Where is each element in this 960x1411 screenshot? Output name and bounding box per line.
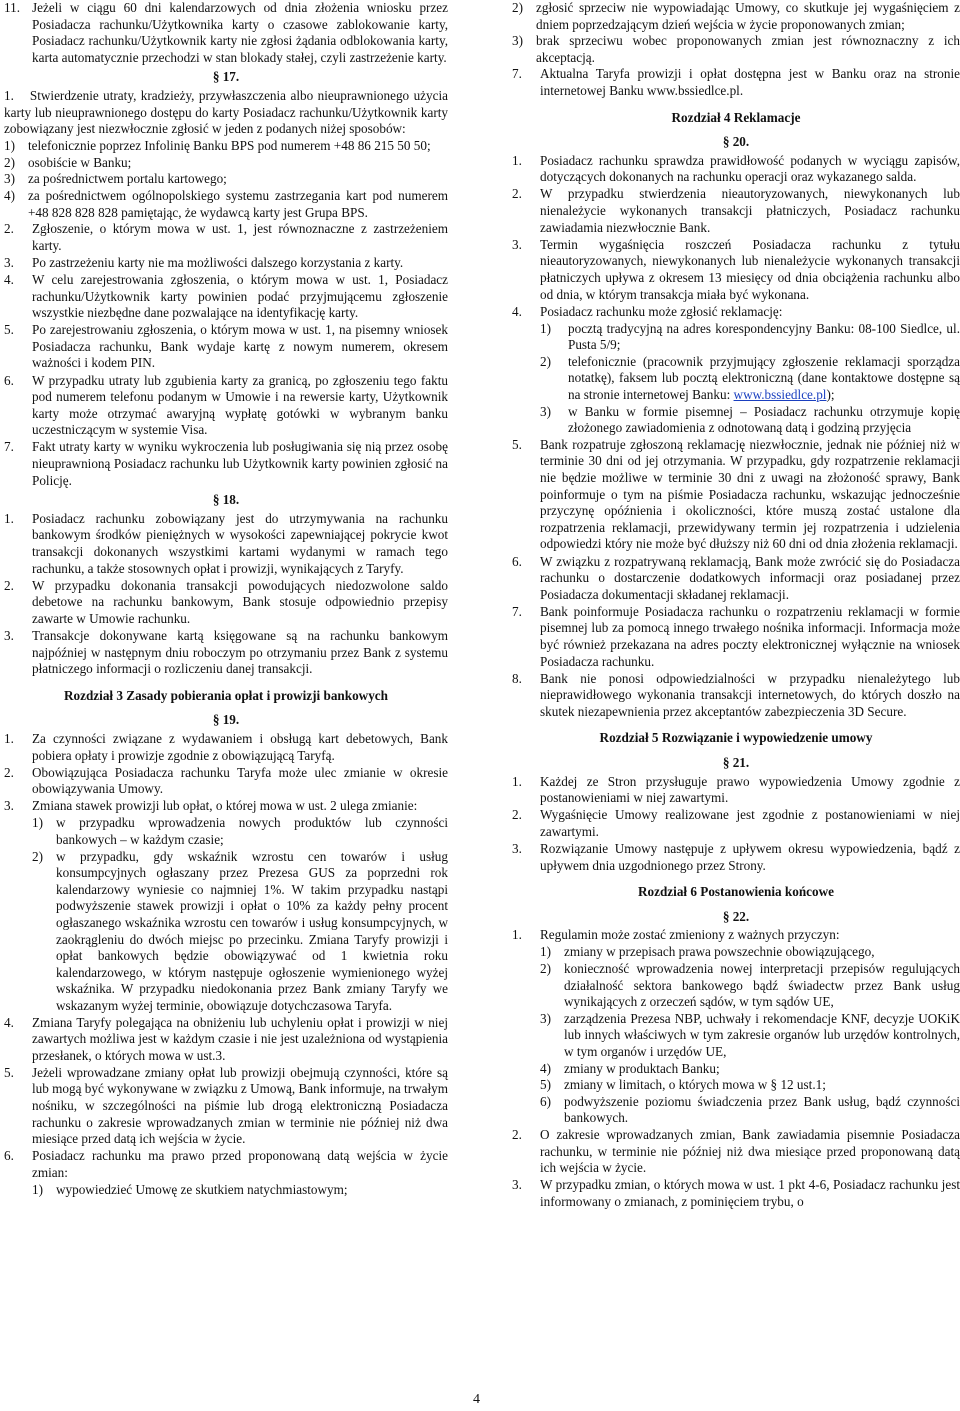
paragraph-number: 2. (4, 764, 14, 780)
paragraph-number: 7. (512, 66, 522, 82)
paragraph-text: Rozwiązanie Umowy następuje z upływem okresu wypowiedzenia, bądź z upływem dnia uzgodnionego przez Strony. (540, 841, 960, 873)
paragraph-text: W przypadku dokonania transakcji powodujących niedozwolone saldo debetowe na rachunku bankowym, Bank stosuje odpowiednio przepisy zawarte w Umowie rachunku. (32, 577, 448, 626)
paragraph-number: 1. (512, 152, 522, 168)
numbered-paragraph (512, 304, 960, 321)
sub-item-number: 3) (540, 403, 551, 419)
paragraph-number: 3. (512, 841, 522, 856)
paragraph-number: 1. (4, 87, 14, 103)
paragraph-text: Po zarejestrowaniu zgłoszenia, o którym mowa w ust. 1, na pisemny wniosek Posiadacza rachunku, Bank wydaje kartę z nowym numerem, okresem ważności i kodem PIN. (32, 322, 448, 371)
paragraph-text: Posiadacz rachunku zobowiązany jest do utrzymywania na rachunku bankowym środków pieniężnych w wysokości zapewniającej pokrycie kwot transakcji dokonanych wszystkimi kartami wydanymi w ramach tego rachunku, a także stosownych opłat i prowizji, wynikających z Taryfy. (32, 510, 448, 576)
sub-item-number: 1) (540, 320, 551, 336)
paragraph-sub-items (4, 815, 448, 1014)
sub-item-number: 2) (512, 0, 523, 15)
paragraph-text: Bank rozpatruje zgłoszoną reklamację niezwłocznie, jednak nie później niż w terminie 30 dni od jej otrzymania. W przypadku, gdy rozpatrzenie reklamacji nie będzie możliwe w terminie 30 dni z uwagi na złożoność sprawy, Bank poinformuje o tym na piśmie Posiadacza rachunku, wskazując jednocześnie przyczynę opóźnienia i okoliczności, które muszą zostać ustalone dla rozpatrzenia reklamacji, przewidywany termin jej rozpatrzenia i udzielenia odpowiedzi który nie może być dłuższy niż 60 dni od dnia złożenia reklamacji. (540, 436, 960, 552)
paragraph-text: Po zastrzeżeniu karty nie ma możliwości dalszego korzystania z karty. (32, 254, 404, 270)
sub-item-text-end: ); (826, 387, 835, 403)
paragraph-number: 6. (4, 372, 14, 388)
paragraph-number: 1. (512, 773, 522, 789)
paragraph-number: 2. (4, 577, 14, 593)
paragraph-number: 4. (512, 303, 522, 319)
paragraph-number: 3. (4, 254, 14, 270)
paragraph-text: Transakcje dokonywane kartą księgowane są na rachunku bankowym najpóźniej w następnym dniu roboczym po otrzymaniu przez Bank z systemu płatniczego informacji o rozliczeniu danej transakcji. (32, 627, 448, 677)
paragraph-number: 1. (4, 730, 14, 746)
numbered-paragraph (4, 511, 448, 577)
numbered-paragraph (512, 807, 960, 840)
numbered-paragraph (512, 841, 960, 874)
paragraph-text: Regulamin może zostać zmieniony z ważnych przyczyn: (540, 927, 840, 943)
sub-item-number: 1) (4, 138, 15, 154)
sub-item-text: za pośrednictwem ogólnopolskiego systemu zastrzegania kart pod numerem +48 828 828 828 pamiętając, że wydawcą karty jest Grupa BPS. (28, 188, 448, 220)
paragraph-text: W związku z rozpatrywaną reklamacją, Bank może zwrócić się do Posiadacza rachunku o dostarczenie dodatkowych informacji oraz posiadanej przez Posiadacza dokumentacji składanej reklamacji. (540, 553, 960, 602)
paragraph-text: W przypadku zmian, o których mowa w ust. 1 pkt 4-6, Posiadacz rachunku jest informowany o zmianach, z pominięciem trybu, o (540, 1177, 960, 1209)
numbered-paragraph (4, 1148, 448, 1181)
numbered-paragraph (4, 88, 448, 138)
sub-item (540, 404, 960, 437)
sub-item (32, 815, 448, 848)
paragraph-number: 3. (4, 627, 14, 643)
paragraph-text: Jeżeli w ciągu 60 dni kalendarzowych od dnia złożenia wniosku przez Posiadacza rachunku/Użytkownika karty o czasowe zablokowanie karty, Posiadacz rachunku/Użytkownik karty nie zgłosi żądania odblokowania karty, karta automatycznie przechodzi w stan blokady stałej, czyli zastrzeżenie karty. (32, 0, 448, 65)
numbered-paragraph (512, 604, 960, 670)
numbered-paragraph (512, 1177, 960, 1210)
paragraph-text: Zmiana stawek prowizji lub opłat, o której mowa w ust. 2 ulega zmianie: (32, 798, 418, 814)
paragraph-text: Każdej ze Stron przysługuje prawo wypowiedzenia Umowy zgodnie z postanowieniami w niej zawartymi. (540, 773, 960, 806)
paragraph-sub-items (4, 138, 448, 221)
numbered-paragraph (512, 66, 960, 99)
sub-item (540, 354, 960, 404)
paragraph-number: 5. (4, 322, 14, 338)
sub-item (4, 155, 448, 172)
sub-item-text: wypowiedzieć Umowę ze skutkiem natychmiastowym; (56, 1181, 348, 1197)
paragraph-text: O zakresie wprowadzanych zmian, Bank zawiadamia pisemnie Posiadacza rachunku, w terminie nie później niż dwa miesiące przed proponowaną datą ich wejścia w życie. (540, 1127, 960, 1176)
paragraph-number: 1. (4, 510, 14, 526)
sub-item-number: 4) (4, 188, 15, 204)
paragraph-number: 7. (4, 439, 14, 455)
sub-item-number: 6) (540, 1093, 551, 1109)
numbered-paragraph (512, 186, 960, 236)
sub-item (512, 0, 960, 33)
sub-item-text: w przypadku wprowadzenia nowych produktów lub czynności bankowych – w każdym czasie; (56, 815, 448, 847)
sub-item (32, 849, 448, 1015)
paragraph-number: 5. (4, 1064, 14, 1080)
numbered-paragraph (4, 731, 448, 764)
paragraph-number: 3. (512, 236, 522, 252)
paragraph-text: Termin wygaśnięcia roszczeń Posiadacza rachunku z tytułu nieautoryzowanych, niewykonanych lub nienależycie wykonanych transakcji płatniczych upływa z okresem 13 miesięcy od dnia obciążenia rachunku albo od dnia, w którym transakcja miała być wykonana. (540, 236, 960, 302)
sub-item-number: 2) (32, 848, 43, 864)
paragraph-sub-items (4, 1182, 448, 1199)
paragraph-text: Stwierdzenie utraty, kradzieży, przywłaszczenia albo nieuprawnionego użycia karty lub nieuprawnionego dostępu do karty Posiadacz rachunku/Użytkownik karty zobowiązany jest niezwłocznie zgłosić w jeden z podanych niżej sposobów: (4, 87, 448, 137)
paragraph-sub-items (512, 321, 960, 437)
sub-item-text: telefonicznie poprzez Infolinię Banku BPS pod numerem +48 86 215 50 50; (28, 138, 431, 154)
sub-item (512, 33, 960, 66)
sub-item-number: 3) (512, 33, 523, 49)
paragraph-text: W przypadku stwierdzenia nieautoryzowanych, niewykonanych lub nienależycie wykonanych transakcji płatniczych, Posiadacz rachunku zawiadamia niezwłocznie Bank. (540, 186, 960, 235)
sub-item-number: 5) (540, 1077, 551, 1093)
sub-item (540, 1011, 960, 1061)
sub-item-text: telefonicznie (pracownik przyjmujący zgłoszenie reklamacji sporządza notatkę), faksem lub pocztą elektroniczną (dane kontaktowe dostępne są na stronie internetowej Banku: (568, 353, 960, 403)
numbered-paragraph (4, 578, 448, 628)
paragraph-number: 2. (512, 186, 522, 202)
numbered-paragraph (4, 255, 448, 272)
numbered-paragraph (512, 237, 960, 303)
paragraph-number: 4. (4, 272, 14, 287)
paragraph-text: Wygaśnięcie Umowy realizowane jest zgodnie z postanowieniami w niej zawartymi. (540, 807, 960, 839)
sub-item-text: zmiany w produktach Banku; (564, 1060, 720, 1076)
paragraph-text: Za czynności związane z wydawaniem i obsługą kart debetowych, Bank pobiera opłaty i prowizje zgodnie z obowiązującą Taryfą. (32, 730, 448, 763)
paragraph-text: Posiadacz rachunku sprawdza prawidłowość podanych w wyciągu zapisów, dotyczących dokonanych na rachunku operacji oraz wykazanego salda. (540, 152, 960, 185)
numbered-paragraph (4, 221, 448, 254)
numbered-paragraph (4, 765, 448, 798)
right-column (512, 0, 960, 1211)
paragraph-number: 1. (512, 927, 522, 943)
sub-list (540, 321, 960, 437)
paragraph-text: Obowiązująca Posiadacza rachunku Taryfa może ulec zmianie w okresie obowiązywania Umowy. (32, 764, 448, 797)
sub-list (540, 944, 960, 1127)
numbered-paragraph (512, 671, 960, 721)
numbered-paragraph (4, 1015, 448, 1065)
numbered-paragraph (512, 774, 960, 807)
paragraph-number: 6. (4, 1148, 14, 1164)
chapter-heading: Rozdział 3 Zasady pobierania opłat i prowizji bankowych (64, 687, 388, 703)
paragraph-number: 7. (512, 603, 522, 619)
paragraph-number: 2. (512, 1127, 522, 1142)
sub-item-number: 3) (4, 171, 15, 187)
sub-item (540, 944, 960, 961)
paragraph-text: Bank poinformuje Posiadacza rachunku o rozpatrzeniu reklamacji w formie pisemnej lub za pomocą innego trwałego nośnika informacji. Informacja może być również przekazana na adres poczty elektronicznej wyłącznie na wniosek Posiadacza rachunku. (540, 603, 960, 669)
sub-item-number: 4) (540, 1060, 551, 1076)
paragraph-text: Zmiana Taryfy polegająca na obniżeniu lub uchyleniu opłat i prowizji w niej zawartych możliwa jest w każdym czasie i nie jest uzależniona od wystąpienia przesłanek, o których mowa w ust.3. (32, 1014, 448, 1063)
paragraph-number: 3. (512, 1177, 522, 1193)
sub-item-text: konieczność wprowadzenia nowej interpretacji przepisów regulujących działalność sektora bankowego bądź świadectw przez Bank usług wynikających z orzeczeń sądów, w tym sądów UE, (564, 961, 960, 1010)
sub-item-text: osobiście w Banku; (28, 154, 132, 170)
paragraph-number: 4. (4, 1014, 14, 1030)
numbered-paragraph (4, 798, 448, 815)
sub-item-number: 1) (32, 1181, 43, 1197)
sub-item-text: za pośrednictwem portalu kartowego; (28, 171, 227, 187)
sub-item (4, 188, 448, 221)
page-number: 4 (473, 1392, 480, 1407)
sub-item-number: 3) (540, 1010, 551, 1026)
numbered-paragraph (512, 153, 960, 186)
numbered-paragraph (4, 628, 448, 678)
sub-list (32, 815, 448, 1014)
sub-item (540, 961, 960, 1011)
section-heading: § 19. (212, 712, 240, 728)
paragraph-text: W przypadku utraty lub zgubienia karty za granicą, po zgłoszeniu tego faktu pod numerem telefonu podanym w Umowie i na rewersie karty, Użytkownik karty może otrzymać awaryjną wypłatę gotówki w wybranym banku uczestniczącym w systemie Visa. (32, 372, 448, 438)
numbered-paragraph (512, 927, 960, 944)
paragraph-number: 11. (4, 0, 20, 15)
sub-item (540, 1077, 960, 1094)
section-heading: § 21. (722, 755, 750, 771)
numbered-paragraph (4, 0, 448, 66)
paragraph-text: Fakt utraty karty w wyniku wykroczenia lub posługiwania się nią przez osobę nieuprawnioną Posiadacz rachunku lub Użytkownik karty powinien zgłosić na Policję. (32, 439, 448, 488)
paragraph-text: Bank nie ponosi odpowiedzialności w przypadku nienależytego lub nieprawidłowego wykonania transakcji internetowych, do których doszło na skutek niezapewnienia przez akceptantów zabezpieczenia 3D Secure. (540, 670, 960, 719)
chapter-heading: Rozdział 4 Reklamacje (671, 109, 801, 125)
chapter-heading: Rozdział 5 Rozwiązanie i wypowiedzenie umowy (599, 730, 873, 746)
chapter-heading: Rozdział 6 Postanowienia końcowe (638, 884, 834, 900)
sub-item (4, 171, 448, 188)
sub-item (32, 1182, 448, 1199)
numbered-paragraph (4, 439, 448, 489)
paragraph-text: Posiadacz rachunku może zgłosić reklamację: (540, 303, 783, 319)
sub-item-text: brak sprzeciwu wobec proponowanych zmian jest równoznaczny z ich akceptacją. (536, 33, 960, 65)
section-heading: § 20. (722, 134, 750, 150)
sub-item-text: w Banku w formie pisemnej – Posiadacz rachunku otrzymuje kopię złożonego zawiadomienia z odnotowaną datą i godziną przyjęcia (568, 403, 960, 436)
paragraph-number: 2. (4, 221, 14, 237)
left-column (4, 0, 448, 1199)
sub-item (540, 1061, 960, 1078)
paragraph-text: Posiadacz rachunku ma prawo przed proponowaną datą wejścia w życie zmian: (32, 1148, 448, 1180)
website-link[interactable]: www.bssiedlce.pl (733, 387, 827, 403)
numbered-paragraph (512, 1127, 960, 1177)
numbered-paragraph (512, 437, 960, 553)
paragraph-number: 8. (512, 670, 522, 686)
paragraph-text: Zgłoszenie, o którym mowa w ust. 1, jest równoznaczne z zastrzeżeniem karty. (32, 221, 448, 253)
section-heading: § 17. (212, 69, 240, 85)
paragraph-number: 2. (512, 807, 522, 823)
sub-item (540, 1094, 960, 1127)
numbered-paragraph (4, 322, 448, 372)
sub-item (4, 138, 448, 155)
sub-item-number: 2) (540, 353, 551, 369)
sub-item-number: 1) (540, 944, 551, 960)
paragraph-sub-items (512, 944, 960, 1127)
paragraph-number: 3. (4, 798, 14, 814)
paragraph-number: 5. (512, 436, 522, 452)
sub-list (4, 138, 448, 221)
numbered-paragraph (4, 373, 448, 439)
numbered-paragraph (4, 1065, 448, 1148)
sub-item-text: zmiany w limitach, o których mowa w § 12 ust.1; (564, 1077, 826, 1093)
sub-item-text: zmiany w przepisach prawa powszechnie obowiązującego, (564, 944, 875, 960)
paragraph-number: 6. (512, 553, 522, 569)
sub-list (512, 0, 960, 66)
sub-item-text: podwyższenie poziomu świadczenia przez Bank usług, bądź czynności bankowych. (564, 1093, 960, 1126)
sub-item-text: zarządzenia Prezesa NBP, uchwały i rekomendacje KNF, decyzje UOKiK lub innych właściwych w tym zakresie organów lub urzędów kontrolnych, w tym organów i urzędów UE, (564, 1010, 960, 1060)
paragraph-text: W celu zarejestrowania zgłoszenia, o którym mowa w ust. 1, Posiadacz rachunku/Użytkownik karty powinien podać przyjmującemu zgłoszenie wszystkie niezbędne dane pozwalające na identyfikację karty. (32, 272, 448, 321)
sub-item-text: pocztą tradycyjną na adres korespondencyjny Banku: 08-100 Siedlce, ul. Pusta 5/9; (568, 320, 960, 353)
sub-item-text: w przypadku, gdy wskaźnik wzrostu cen towarów i usług konsumpcyjnych ogłaszany przez Prezesa GUS za poprzedni rok kalendarzowy wyniesie co najmniej 1%. W takim przypadku nastąpi podwyższenie stawek prowizji i opłat o 10% za każdy pełny procent ogłaszanego wskaźnika wzrostu cen towarów i usług konsumpcyjnych, w zaokrągleniu do dwóch miejsc po przecinku. Zmiana Taryfy prowizji i opłat bankowych będzie obowiązywać od 1 kwietnia roku kalendarzowego, w którym następuje ogłoszenie wymienionego wyżej wskaźnika. W przypadku niedokonania przez Bank zmiany Taryfy we wskazanym wyżej terminie, obowiązuje dotychczasowa Taryfa. (56, 848, 448, 1013)
sub-item-number: 1) (32, 815, 43, 831)
section-heading: § 22. (722, 908, 750, 924)
sub-item-number: 2) (4, 154, 15, 170)
numbered-paragraph (4, 272, 448, 322)
sub-list (32, 1182, 448, 1199)
sub-item (540, 321, 960, 354)
paragraph-text: Jeżeli wprowadzane zmiany opłat lub prowizji obejmują czynności, które są lub mogą być wykonywane w związku z Umową, Bank informuje, na trwałym nośniku, w szczególności na piśmie lub drogą elektroniczną Posiadacza rachunku o zakresie wprowadzanych zmian w terminie nie później niż dwa miesiące przed datą ich wejścia w życie. (32, 1064, 448, 1147)
sub-item-text: zgłosić sprzeciw nie wypowiadając Umowy, co skutkuje jej wygaśnięciem z dniem poprzedzającym dzień wejścia w życie proponowanych zmian; (536, 0, 960, 32)
paragraph-text: Aktualna Taryfa prowizji i opłat dostępna jest w Banku oraz na stronie internetowej Banku www.bssiedlce.pl. (540, 66, 960, 98)
section-heading: § 18. (212, 492, 240, 508)
sub-item-number: 2) (540, 961, 551, 977)
numbered-paragraph (512, 554, 960, 604)
